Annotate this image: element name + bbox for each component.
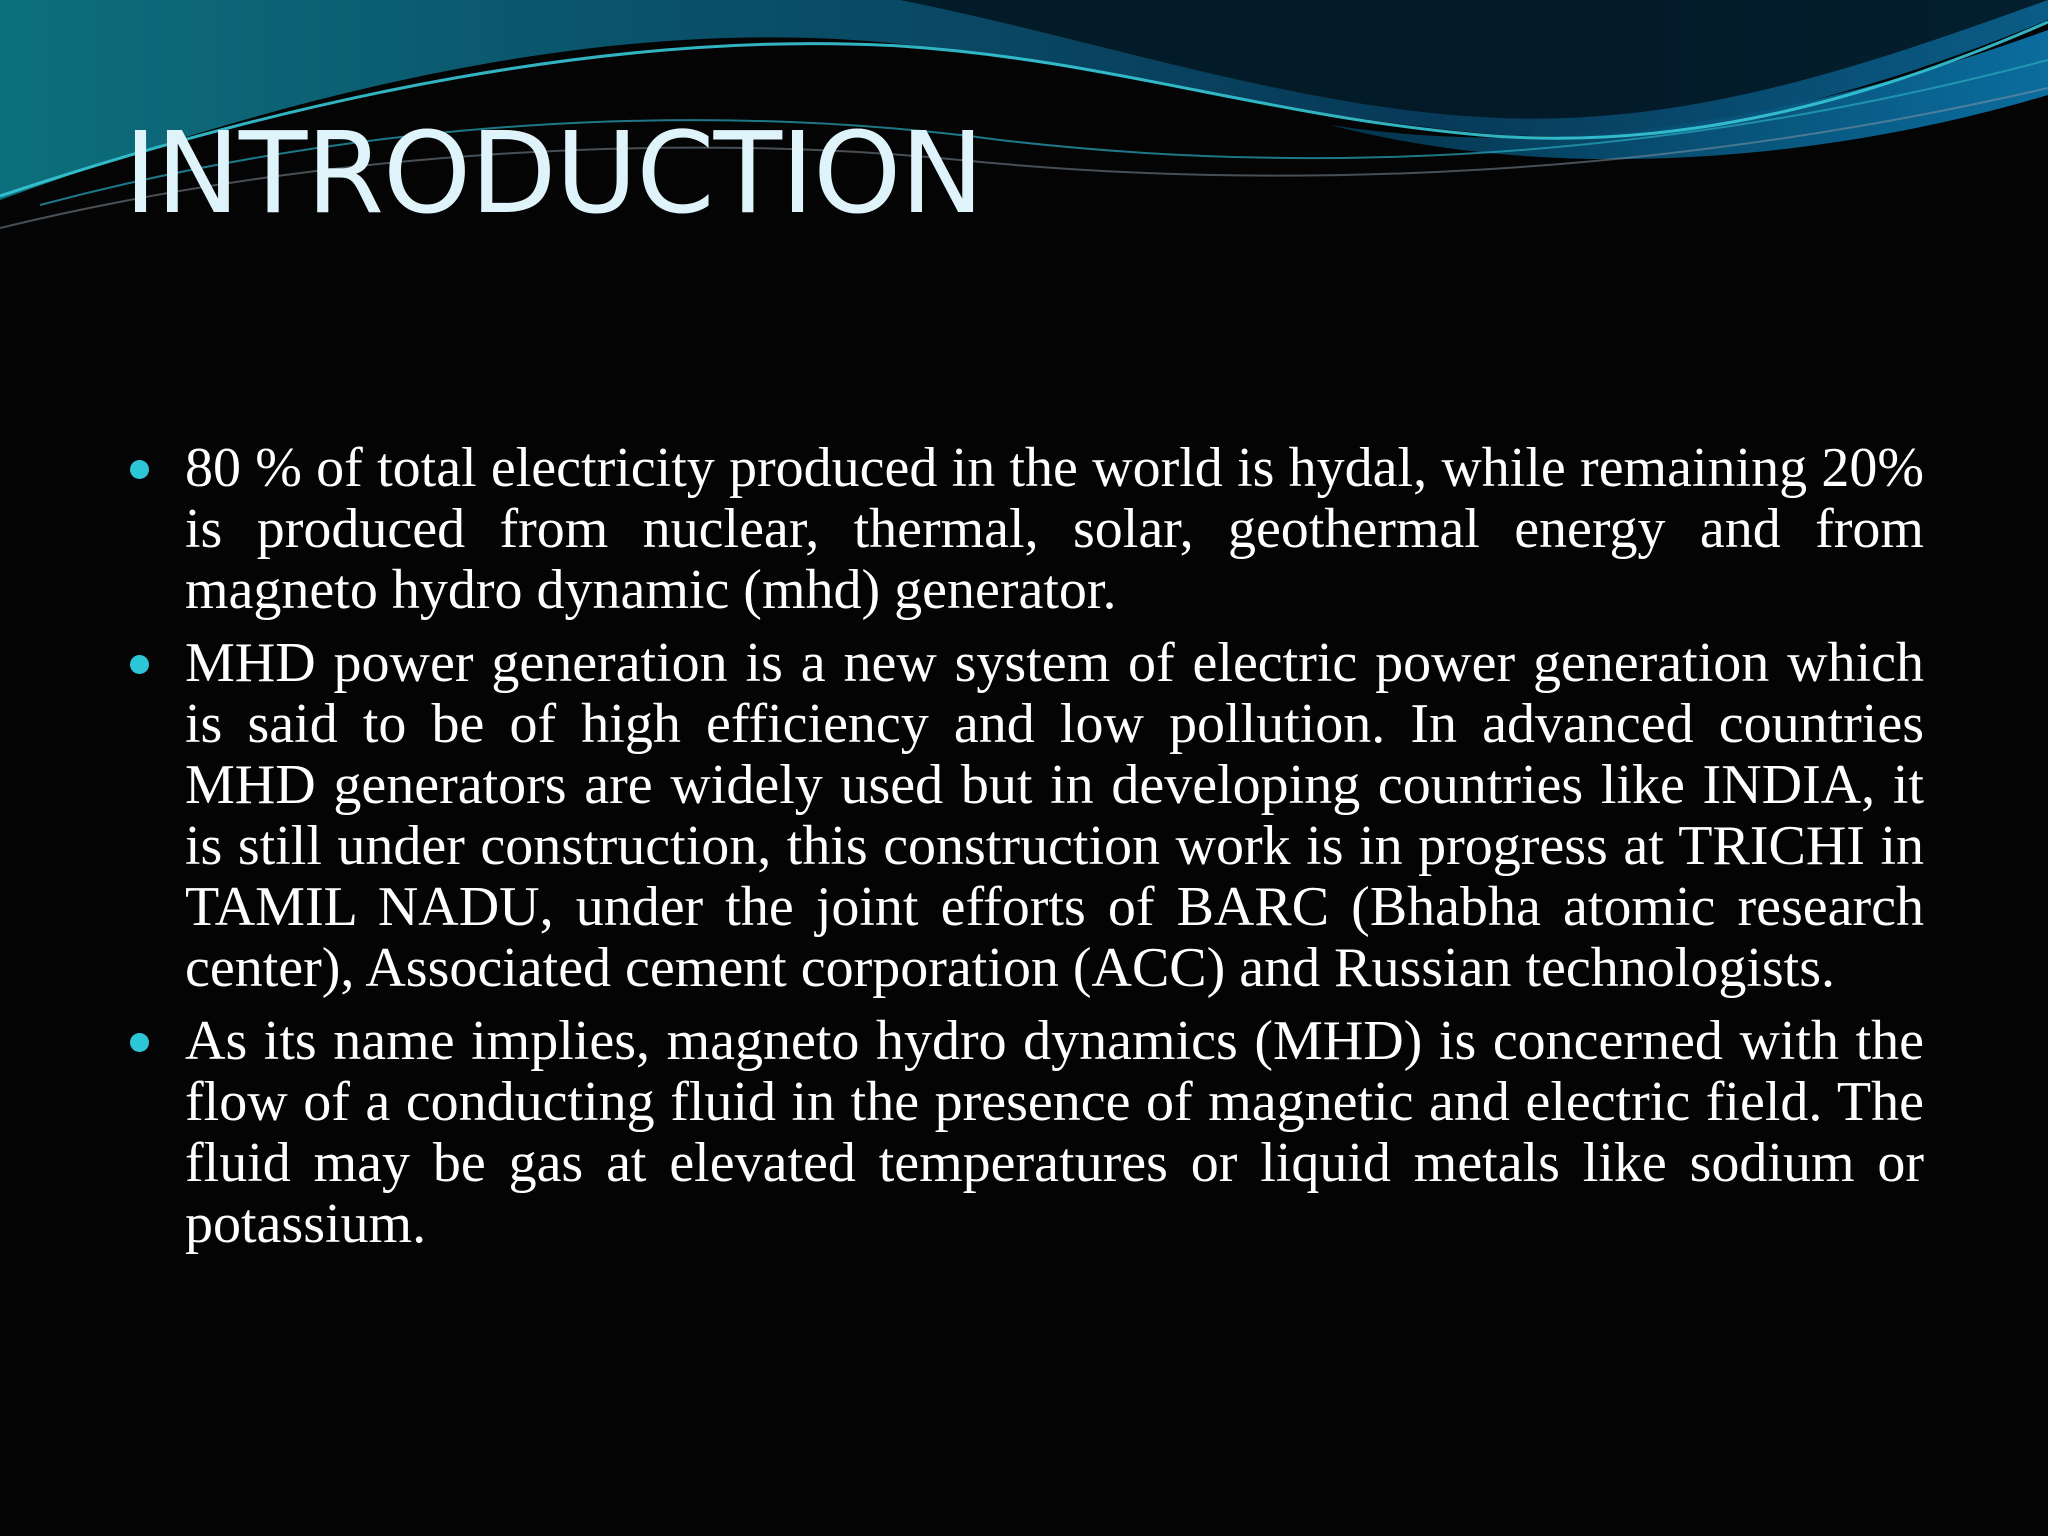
bullet-dot-icon [130,1033,149,1052]
bullet-item [124,633,1924,999]
bullet-list [124,438,1924,1267]
bullet-dot-icon [130,460,149,479]
bullet-text: 80 % of total electricity produced in the world is hydal, while remaining 20% is produced from nuclear, thermal, solar, geothermal energy and from magneto hydro dynamic (mhd) generator. [185,437,1924,621]
slide-title: INTRODUCTION [124,109,984,239]
bullet-dot-icon [130,655,149,674]
bullet-item [124,438,1924,621]
bullet-text: As its name implies, magneto hydro dynamics (MHD) is concerned with the flow of a conducting fluid in the presence of magnetic and electric field. The fluid may be gas at elevated temperatures or liquid metals like sodium or potassium. [185,1010,1924,1255]
bullet-item [124,1011,1924,1255]
bullet-text: MHD power generation is a new system of electric power generation which is said to be of high efficiency and low pollution. In advanced countries MHD generators are widely used but in developing countries like INDIA, it is still under construction, this construction work is in progress at TRICHI in TAMIL NADU, under the joint efforts of BARC (Bhabha atomic research center), Associated cement corporation (ACC) and Russian technologists. [185,632,1924,999]
